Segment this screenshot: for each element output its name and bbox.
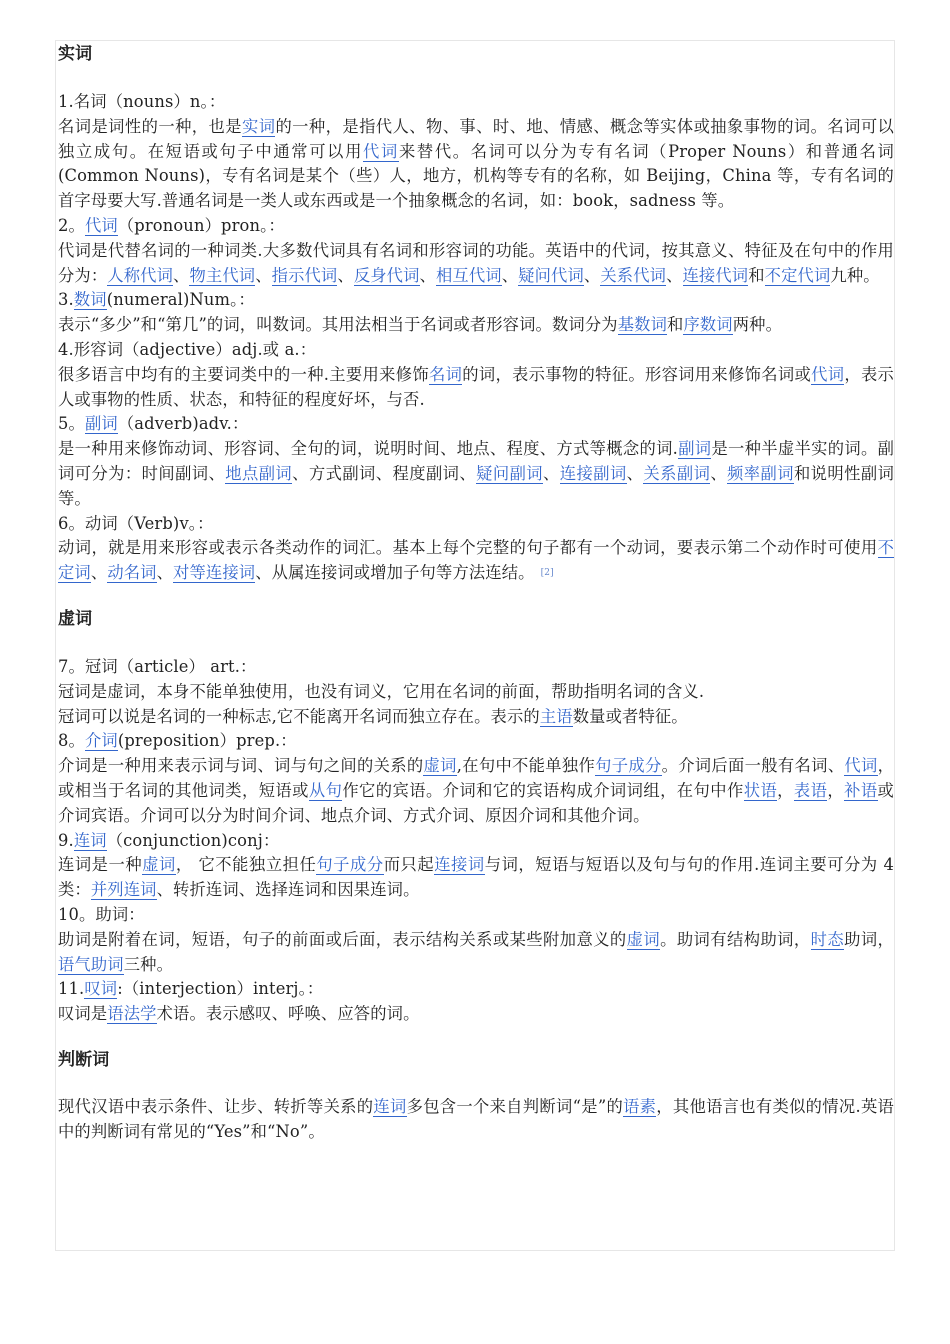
term-link[interactable]: 代词	[811, 364, 845, 384]
entry-body: 连词是一种虚词， 它不能独立担任句子成分而只起连接词与词，短语与短语以及句与句的作用.连词主要可分为 4 类：并列连词、转折连词、选择连词和因果连词。	[58, 855, 894, 900]
term-link[interactable]: 虚词	[423, 756, 457, 776]
term-link[interactable]: 连接代词	[682, 265, 749, 285]
term-link[interactable]: 相互代词	[435, 265, 502, 285]
term-link[interactable]: 基数词	[617, 315, 667, 335]
term-link[interactable]: 关系代词	[600, 265, 667, 285]
document-content	[58, 40, 894, 1144]
term-link[interactable]: 并列连词	[90, 880, 157, 900]
term-link[interactable]: 补语	[844, 780, 878, 800]
term-link[interactable]: 副词	[84, 414, 118, 434]
entry-body: 现代汉语中表示条件、让步、转折等关系的连词多包含一个来自判断词“是”的语素，其他语言也有类似的情况.英语中的判断词有常见的“Yes”和“No”。	[58, 1096, 894, 1141]
entry-body: 是一种用来修饰动词、形容词、全句的词，说明时间、地点、程度、方式等概念的词.副词是一种半虚半实的词。副词可分为：时间副词、地点副词、方式副词、程度副词、疑问副词、连接副词、关系副词、频率副词和说明性副词等。	[58, 439, 895, 508]
term-link[interactable]: 代词	[844, 756, 878, 776]
entry-title: 9.连词（conjunction)conj：	[58, 830, 280, 850]
term-link[interactable]: 代词	[363, 141, 399, 161]
term-link[interactable]: 动名词	[107, 563, 157, 583]
term-link[interactable]: 关系副词	[643, 463, 711, 483]
term-link[interactable]: 主语	[539, 706, 573, 726]
term-link[interactable]: 连接副词	[559, 463, 627, 483]
term-link[interactable]: 语素	[623, 1096, 657, 1116]
entry-body: 名词是词性的一种，也是实词的一种，是指代人、物、事、时、地、情感、概念等实体或抽象事物的词。名词可以独立成句。在短语或句子中通常可以用代词来替代。名词可以分为专有名词（Proper Nouns）和普通名词(Common Nouns)，专有名词是某个（些）人，地方，机构等专有的名称，如 Beijing，China 等，专有名词的首字母要大写.普通名词是一类人或东西或是一个抽象概念的名词，如：book，sadness 等。	[58, 116, 894, 211]
entry-body: 叹词是语法学术语。表示感叹、呼唤、应答的词。	[58, 1004, 420, 1024]
term-link[interactable]: 疑问代词	[518, 265, 584, 285]
term-link[interactable]: 虚词	[142, 855, 176, 875]
entry-title: 5。副词（adverb)adv.：	[58, 414, 249, 434]
term-link[interactable]: 不定词	[58, 538, 894, 583]
entry-title: 4.形容词（adjective）adj.或 a.：	[58, 339, 317, 359]
term-link[interactable]: 时态	[810, 929, 845, 949]
reference-marker[interactable]: [2]	[540, 568, 554, 579]
entry-body-line: 冠词是虚词，本身不能单独使用，也没有词义，它用在名词的前面，帮助指明名词的含义.	[58, 681, 705, 701]
term-link[interactable]: 代词	[84, 215, 118, 235]
term-link[interactable]: 反身代词	[353, 265, 420, 285]
term-link[interactable]: 实词	[241, 116, 276, 136]
term-link[interactable]: 语气助词	[58, 954, 124, 974]
term-link[interactable]: 句子成分	[595, 756, 662, 776]
term-link[interactable]: 物主代词	[189, 265, 256, 285]
entry-title: 2。代词（pronoun）pron。：	[58, 215, 285, 235]
term-link[interactable]: 序数词	[683, 315, 733, 335]
term-link[interactable]: 连接词	[434, 855, 485, 875]
entry-title: 3.数词(numeral)Num。：	[58, 290, 255, 310]
term-link[interactable]: 不定代词	[764, 265, 831, 285]
section-heading: 实词	[58, 44, 93, 64]
entry-body: 介词是一种用来表示词与词、词与句之间的关系的虚词,在句中不能单独作句子成分。介词后面一般有名词、代词，或相当于名词的其他词类，短语或从句作它的宾语。介词和它的宾语构成介词词组，在句中作状语，表语，补语或介词宾语。介词可以分为时间介词、地点介词、方式介词、原因介词和其他介词。	[58, 756, 894, 825]
term-link[interactable]: 频率副词	[727, 463, 794, 483]
term-link[interactable]: 连词	[73, 830, 107, 850]
section-heading: 虚词	[58, 608, 93, 629]
entry-body: 助词是附着在词，短语，句子的前面或后面，表示结构关系或某些附加意义的虚词。助词有结构助词，时态助词，语气助词三种。	[58, 929, 894, 974]
term-link[interactable]: 介词	[84, 731, 118, 751]
term-link[interactable]: 副词	[678, 439, 712, 459]
term-link[interactable]: 连词	[373, 1096, 407, 1116]
entry-body: 很多语言中均有的主要词类中的一种.主要用来修饰名词的词，表示事物的特征。形容词用来修饰名词或代词，表示人或事物的性质、状态，和特征的程度好坏，与否.	[58, 364, 894, 409]
entry-title: 8。介词(preposition）prep.：	[58, 731, 297, 751]
term-link[interactable]: 从句	[308, 780, 343, 800]
section-heading: 判断词	[58, 1049, 110, 1070]
entry-title: 11.叹词:（interjection）interj。：	[58, 979, 324, 999]
term-link[interactable]: 语法学	[107, 1004, 157, 1024]
term-link[interactable]: 状语	[743, 780, 778, 800]
term-link[interactable]: 人称代词	[107, 265, 174, 285]
term-link[interactable]: 对等连接词	[173, 563, 256, 583]
term-link[interactable]: 数词	[73, 290, 107, 310]
entry-body: 表示“多少”和“第几”的词，叫数词。其用法相当于名词或者形容词。数词分为基数词和序数词两种。	[58, 315, 783, 335]
entry-body-line: 冠词可以说是名词的一种标志,它不能离开名词而独立存在。表示的主语数量或者特征。	[58, 706, 688, 726]
entry-title: 7。冠词（article） art.：	[58, 656, 257, 676]
entry-body: 代词是代替名词的一种词类.大多数代词具有名词和形容词的功能。英语中的代词，按其意义、特征及在句中的作用分为：人称代词、物主代词、指示代词、反身代词、相互代词、疑问代词、关系代词、连接代词和不定代词九种。	[58, 240, 894, 285]
term-link[interactable]: 名词	[428, 364, 463, 384]
term-link[interactable]: 地点副词	[225, 463, 293, 483]
entry-title: 6。动词（Verb)v。：	[58, 513, 214, 533]
term-link[interactable]: 指示代词	[271, 265, 338, 285]
term-link[interactable]: 表语	[793, 780, 828, 800]
term-link[interactable]: 叹词	[84, 979, 118, 999]
entry-title: 1.名词（nouns）n。：	[58, 92, 226, 111]
term-link[interactable]: 疑问副词	[476, 463, 544, 483]
term-link[interactable]: 虚词	[626, 929, 661, 949]
entry-body: 动词，就是用来形容或表示各类动作的词汇。基本上每个完整的句子都有一个动词，要表示第二个动作时可使用不定词、动名词、对等连接词、从属连接词或增加子句等方法连结。 [2]	[58, 538, 894, 583]
entry-title: 10。助词：	[58, 904, 145, 924]
term-link[interactable]: 句子成分	[316, 855, 384, 875]
